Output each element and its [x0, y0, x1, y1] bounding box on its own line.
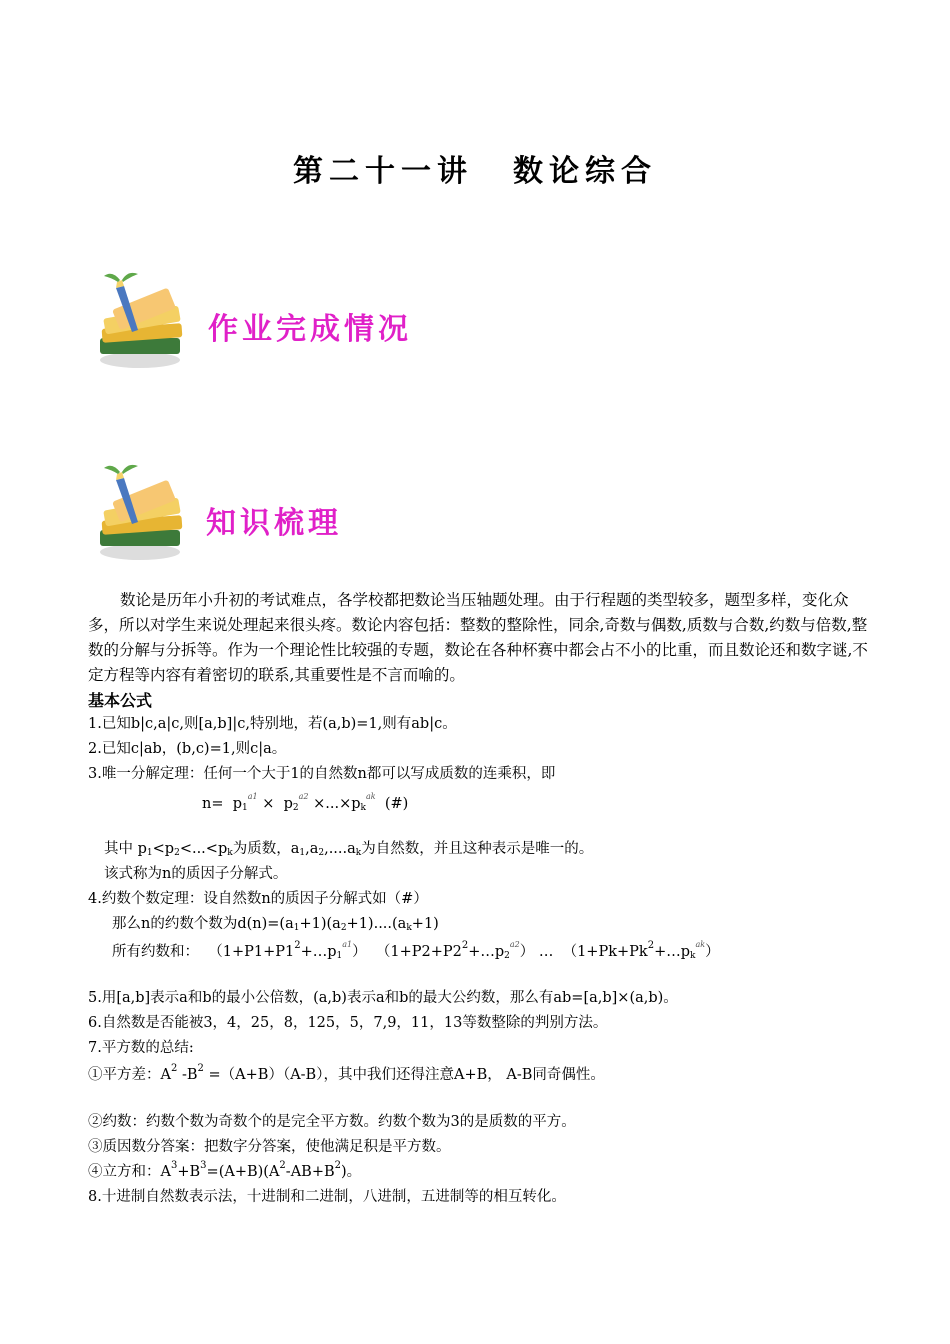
item-7-3: ③质因数分答案：把数字分答案，使他满足积是平方数。	[88, 1139, 451, 1155]
item-3-note-2: 该式称为n的质因子分解式。	[104, 866, 288, 882]
item-8: 8.十进制自然数表示法，十进制和二进制，八进制，五进制等的相互转化。	[88, 1189, 566, 1205]
item-3-note-1: 其中 $p_1<p_2<...<p_k$为质数，$a_1,a_2,....a_k$为自然数，并且这种表示是唯一的。	[104, 841, 594, 858]
item-7-2: ②约数：约数个数为奇数个的是完全平方数。约数个数为3的是质数的平方。	[88, 1114, 576, 1130]
divisor-count-formula: 那么n的约数个数为$d(n)=(a_1+1)(a_2+1)....(a_k+1)$	[112, 916, 439, 933]
divisor-sum-formula: 所有约数和： $(1+P1+P1^2+\dots p_1^{a1})$ $(1+P2+P2^2+\dots p_2^{a2})$ … $(1+Pk+Pk^2+\dots p_k^{ak})$	[112, 940, 720, 961]
book-stack-with-pen-icon	[92, 268, 192, 373]
item-7-1: ①平方差：$A^2$ $-B^2 =(A+B)(A-B)$，其中我们还得注意A+B， A-B同奇偶性。	[88, 1063, 605, 1083]
unique-factorization-formula: $n= p_1^{a1} \times p_2^{a2} \times...\times p_k^{ak}$ (#)	[202, 792, 409, 813]
section-heading-homework: 作业完成情况	[208, 312, 412, 347]
item-4: 4.约数个数定理：设自然数n的质因子分解式如（#）	[88, 891, 428, 907]
item-1: 1.已知b|c,a|c,则[a,b]|c,特别地，若(a,b)=1,则有ab|c。	[88, 716, 457, 732]
item-7: 7.平方数的总结:	[88, 1040, 194, 1056]
item-7-4: ④立方和：$A^3+B^3=(A+B)(A^2-AB+B^2)$。	[88, 1160, 362, 1180]
page-title: 第二十一讲 数论综合	[293, 154, 657, 189]
book-stack-with-pen-icon	[92, 460, 192, 565]
section-heading-knowledge: 知识梳理	[206, 506, 342, 541]
item-3: 3.唯一分解定理：任何一个大于1的自然数n都可以写成质数的连乘积，即	[88, 766, 556, 782]
intro-paragraph: 数论是历年小升初的考试难点，各学校都把数论当压轴题处理。由于行程题的类型较多，题型多样，变化众多，所以对学生来说处理起来很头疼。数论内容包括：整数的整除性，同余,奇数与偶数,质数与合数,约数与倍数,整数的分解与分拆等。作为一个理论性比较强的专题，数论在各种杯赛中都会占不小的比重，而且数论还和数字谜,不定方程等内容有着密切的联系,其重要性是不言而喻的。	[88, 591, 868, 684]
item-2: 2.已知c|ab，(b,c)=1,则c|a。	[88, 741, 287, 757]
basic-formula-title: 基本公式	[88, 691, 153, 710]
item-5: 5.用[a,b]表示a和b的最小公倍数，(a,b)表示a和b的最大公约数，那么有ab=[a,b]×(a,b)。	[88, 990, 678, 1006]
item-6: 6.自然数是否能被3，4，25，8，125，5，7,9，11，13等数整除的判别方法。	[88, 1015, 608, 1031]
